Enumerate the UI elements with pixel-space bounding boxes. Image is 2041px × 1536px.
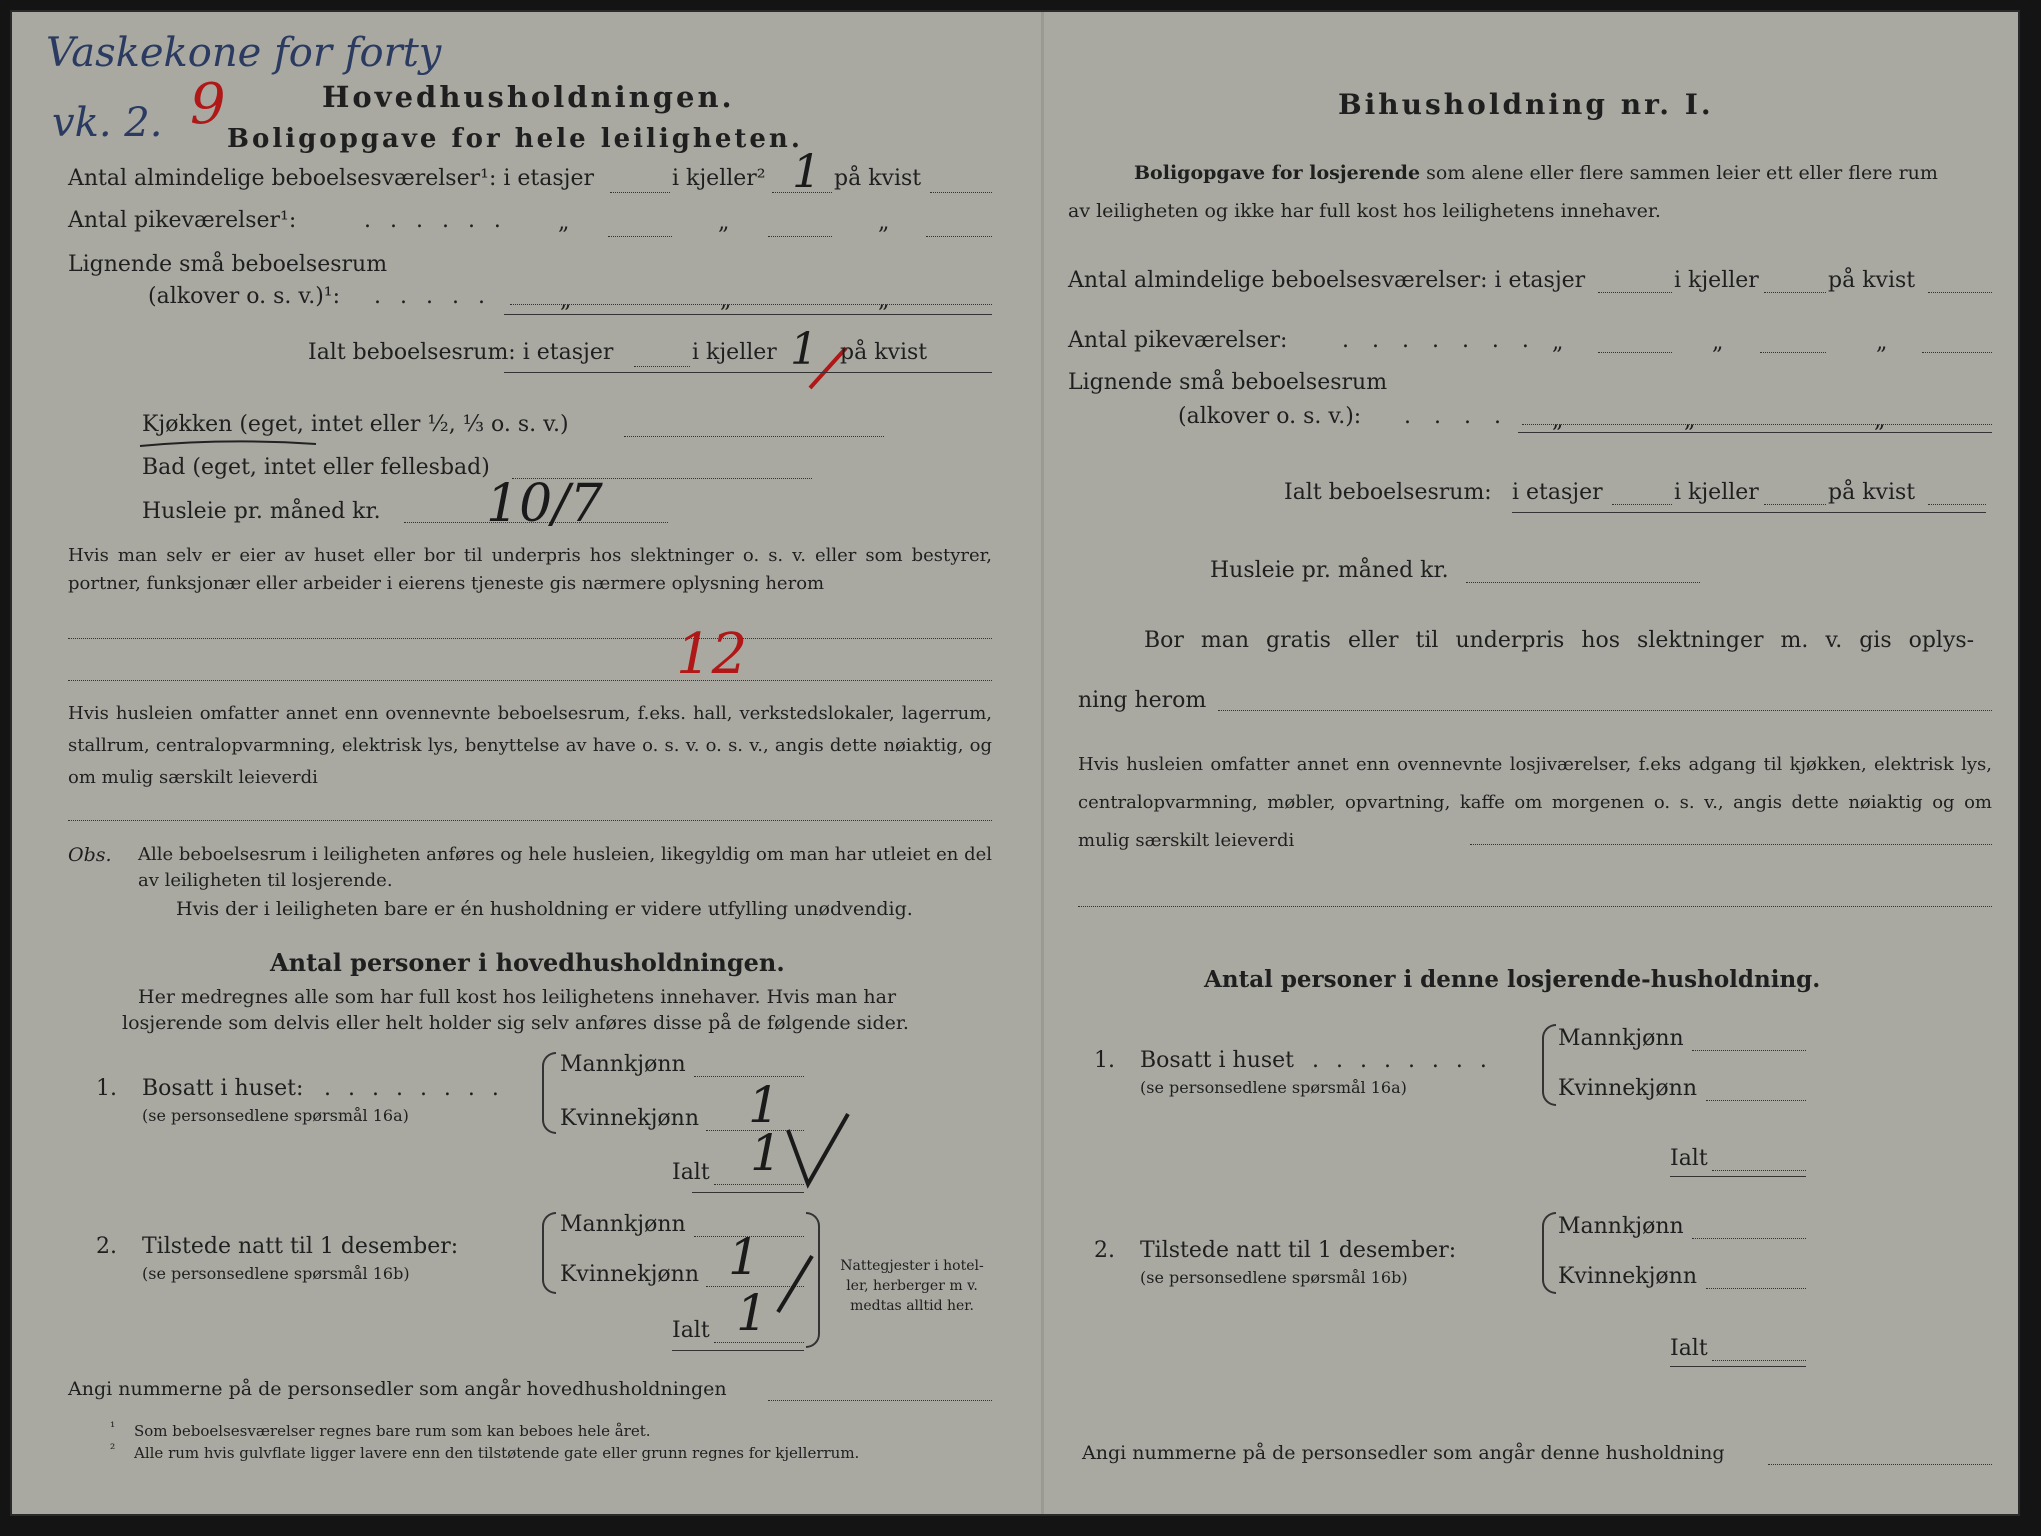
ditto-mark: „	[718, 210, 730, 235]
check-mark-q1	[784, 1110, 854, 1190]
field-angi-nummerne[interactable]	[768, 1400, 992, 1401]
handwritten-q1-kvinne: 1	[748, 1076, 780, 1134]
leader-dots: . . . . . . . .	[324, 1076, 504, 1101]
brace-q2	[542, 1212, 556, 1294]
antal-desc-1: Her medregnes alle som har full kost hos leilighetens innehaver. Hvis man har	[138, 986, 897, 1008]
label-kjeller: i kjeller	[1674, 268, 1759, 293]
label-almindelige-vaerelser: Antal almindelige beboelsesværelser¹: i etasjer	[68, 166, 595, 191]
field-q2-ialt[interactable]	[714, 1342, 804, 1343]
natt-note-line-3: medtas alltid her.	[850, 1298, 974, 1314]
intro-line-2: av leiligheten og ikke har full kost hos leilighetens innehaver.	[1068, 200, 1661, 222]
label-ialt-etasjer: i etasjer	[1512, 480, 1603, 505]
field-pike-kjeller[interactable]	[1760, 352, 1826, 353]
ditto-mark: „	[1684, 408, 1696, 433]
ditto-mark: „	[878, 210, 890, 235]
field-angi-nummerne[interactable]	[1768, 1464, 1992, 1465]
label-husleie: Husleie pr. måned kr.	[1210, 558, 1449, 583]
obs-text: Alle beboelsesrum i leiligheten anføres og hele husleien, likegyldig om man har utleiet en del av leiligheten til losjerende.	[138, 844, 992, 891]
sum-rule	[504, 314, 992, 315]
label-bad: Bad (eget, intet eller fellesbad)	[142, 455, 490, 480]
ialt-rule	[504, 372, 992, 373]
label-ialt-kjeller: i kjeller	[692, 340, 777, 365]
natt-note-line-1: Nattegjester i hotel-	[840, 1258, 984, 1274]
brace-natt-note	[806, 1212, 820, 1348]
field-q1-mann[interactable]	[1692, 1050, 1806, 1051]
intro-text-1: som alene eller flere sammen leier ett eller flere rum	[1426, 162, 1938, 184]
label-ialt-beboelsesrum: Ialt beboelsesrum:	[1284, 480, 1492, 505]
page-title-bihusholdning: Bihusholdning nr. I.	[1338, 88, 1714, 121]
footnote-1-mark: ¹	[110, 1420, 116, 1435]
q1-label-bosatt: Bosatt i huset:	[142, 1076, 304, 1101]
label-kjeller: i kjeller²	[672, 166, 766, 191]
field-ialt-kvist[interactable]	[1928, 504, 1986, 505]
ditto-mark: „	[1712, 330, 1724, 355]
footnote-1: Som beboelsesværelser regnes bare rum som kan beboes hele året.	[134, 1422, 651, 1440]
label-kvinnekjonn: Kvinnekjønn	[1558, 1076, 1697, 1101]
field-etasjer[interactable]	[610, 192, 670, 193]
field-q2-kvinne[interactable]	[1706, 1288, 1806, 1289]
q1-sub: (se personsedlene spørsmål 16a)	[142, 1106, 409, 1125]
instruction-husleie-omfatter: Hvis husleien omfatter annet enn ovennevnte beboelsesrum, f.eks. hall, verkstedslokaler, lagerrum, stallrum, centralopvarmning, elektrisk lys, benyttelse av have o. s. v. o. s. v., angis dette nøiaktig, og om mulig særskilt leieverdi	[68, 703, 992, 788]
leader-dots: . . . .	[1404, 404, 1509, 429]
label-kvinnekjonn: Kvinnekjønn	[560, 1106, 699, 1131]
field-pike-kvist[interactable]	[926, 236, 992, 237]
handwritten-ialt-kjeller-1: 1	[790, 324, 818, 375]
label-pikevaerelser: Antal pikeværelser:	[1068, 328, 1288, 353]
sum-rule	[1518, 432, 1992, 433]
label-lignende-sma: Lignende små beboelsesrum	[68, 252, 388, 277]
q2-sub: (se personsedlene spørsmål 16b)	[1140, 1268, 1408, 1287]
field-kvist[interactable]	[930, 192, 992, 193]
label-pa-kvist: på kvist	[1828, 268, 1916, 293]
leader-dots: . . . . . . . .	[1312, 1048, 1492, 1073]
leader-dots: . . . . . . .	[1342, 328, 1537, 353]
label-ialt: Ialt	[672, 1318, 710, 1343]
sum-rule	[1670, 1176, 1806, 1177]
field-q2-ialt[interactable]	[1712, 1360, 1806, 1361]
brace-q1	[542, 1052, 556, 1134]
label-mannkjonn: Mannkjønn	[560, 1052, 686, 1077]
handwritten-q2-ialt: 1	[736, 1284, 768, 1342]
label-kvinnekjonn: Kvinnekjønn	[1558, 1264, 1697, 1289]
ditto-mark: „	[1876, 330, 1888, 355]
field-eier-1[interactable]	[68, 638, 992, 639]
field-pike-etasjer[interactable]	[1598, 352, 1672, 353]
handwritten-q2-kvinne: 1	[728, 1228, 760, 1286]
ialt-rule	[1512, 512, 1986, 513]
q1-number: 1.	[96, 1076, 117, 1101]
field-kjeller[interactable]	[1764, 292, 1826, 293]
label-mannkjonn: Mannkjønn	[1558, 1214, 1684, 1239]
field-leieverdi-2[interactable]	[1078, 906, 1992, 907]
label-ialt: Ialt	[672, 1160, 710, 1185]
ditto-mark: „	[1552, 408, 1564, 433]
handwritten-q1-ialt: 1	[750, 1124, 782, 1182]
ditto-mark: „	[1552, 330, 1564, 355]
field-alkover[interactable]	[510, 304, 992, 305]
section-title-antal-personer: Antal personer i denne losjerende-husholdning.	[1204, 966, 1821, 993]
ditto-mark: „	[720, 288, 732, 313]
label-ialt: Ialt	[1670, 1336, 1708, 1361]
handwritten-vk: vk. 2.	[52, 100, 163, 146]
instruction-husleie-omfatter: Hvis husleien omfatter annet enn ovennevnte losjiværelser, f.eks adgang til kjøkken, elektrisk lys, centralopvarmning, møbler, opvartning, kaffe om morgenen o. s. v., angis dette nøiaktig og om mulig særskilt leieverdi	[1078, 754, 1992, 851]
q2-number: 2.	[1094, 1238, 1115, 1263]
natt-note	[824, 1256, 1000, 1316]
handwritten-kjeller-1: 1	[792, 144, 822, 198]
field-kjokken[interactable]	[624, 436, 884, 437]
field-pike-kvist[interactable]	[1922, 352, 1992, 353]
field-bor-gratis[interactable]	[1218, 710, 1992, 711]
instruction-eier: Hvis man selv er eier av huset eller bor til underpris hos slektninger o. s. v. eller som bestyrer, portner, funksjonær eller arbeider i eierens tjeneste gis nærmere oplysning herom	[68, 545, 992, 594]
sum-rule	[672, 1350, 804, 1351]
label-pa-kvist: på kvist	[834, 166, 922, 191]
field-kvist[interactable]	[1928, 292, 1992, 293]
footnote-2: Alle rum hvis gulvflate ligger lavere enn den tilstøtende gate eller grunn regnes for kjellerrum.	[134, 1444, 860, 1462]
obs-label: Obs.	[68, 844, 112, 866]
label-ialt-beboelsesrum: Ialt beboelsesrum: i etasjer	[308, 340, 614, 365]
label-kvinnekjonn: Kvinnekjønn	[560, 1262, 699, 1287]
antal-desc-2: losjerende som delvis eller helt holder sig selv anføres disse på de følgende sider.	[122, 1012, 909, 1034]
label-ialt-kvist: på kvist	[1828, 480, 1916, 505]
handwritten-red-9: 9	[190, 72, 226, 137]
label-ialt-kjeller: i kjeller	[1674, 480, 1759, 505]
handwritten-husleie: 10/7	[486, 474, 603, 534]
label-ialt: Ialt	[1670, 1146, 1708, 1171]
underline-eget	[138, 436, 318, 452]
label-lignende-sma: Lignende små beboelsesrum	[1068, 370, 1388, 395]
sum-rule	[1670, 1366, 1806, 1367]
intro-line-1	[1134, 162, 1938, 184]
subtitle-boligopgave: Boligopgave for hele leiligheten.	[227, 124, 803, 154]
label-alkover: (alkover o. s. v.):	[1178, 404, 1362, 429]
label-pikevaerelser: Antal pikeværelser¹:	[68, 208, 297, 233]
field-alkover[interactable]	[1522, 424, 1992, 425]
field-ialt-etasjer[interactable]	[1612, 504, 1672, 505]
natt-note-line-2: ler, herberger m v.	[846, 1278, 978, 1294]
census-form-sheet	[10, 10, 2020, 1516]
label-mannkjonn: Mannkjønn	[1558, 1026, 1684, 1051]
bor-gratis-line-1: Bor man gratis eller til underpris hos slektninger m. v. gis oplys-	[1144, 628, 1975, 653]
ditto-mark: „	[560, 288, 572, 313]
footnote-2-mark: ²	[110, 1442, 116, 1457]
obs-text-2: Hvis der i leiligheten bare er én husholdning er videre utfylling unødvendig.	[176, 898, 913, 920]
ditto-mark: „	[878, 288, 890, 313]
brace-q1	[1542, 1024, 1556, 1106]
page-fold	[1041, 12, 1044, 1514]
label-mannkjonn: Mannkjønn	[560, 1212, 686, 1237]
field-leieverdi[interactable]	[1470, 844, 1992, 845]
field-husleie[interactable]	[1466, 582, 1700, 583]
field-eier-2[interactable]	[68, 680, 992, 681]
leader-dots: . . . . . .	[364, 208, 507, 233]
q1-label-bosatt: Bosatt i huset	[1140, 1048, 1295, 1073]
handwritten-note-top: Vaskekone for forty	[46, 30, 442, 76]
ditto-mark: „	[1874, 408, 1886, 433]
angi-nummerne: Angi nummerne på de personsedler som angår denne husholdning	[1082, 1442, 1725, 1464]
field-q2-mann[interactable]	[1692, 1238, 1806, 1239]
label-ialt-kvist: på kvist	[840, 340, 928, 365]
q2-label-tilstede: Tilstede natt til 1 desember:	[1140, 1238, 1457, 1263]
field-pike-etasjer[interactable]	[608, 236, 672, 237]
field-ialt-etasjer[interactable]	[634, 366, 690, 367]
handwritten-red-12: 12	[676, 622, 748, 687]
brace-q2	[1542, 1212, 1556, 1294]
field-q1-kvinne[interactable]	[1706, 1100, 1806, 1101]
sum-rule	[692, 1192, 804, 1193]
q2-label-tilstede: Tilstede natt til 1 desember:	[142, 1234, 459, 1259]
q2-number: 2.	[96, 1234, 117, 1259]
q1-number: 1.	[1094, 1048, 1115, 1073]
page-title-hovedhusholdningen: Hovedhusholdningen.	[322, 80, 735, 114]
field-leieverdi[interactable]	[68, 820, 992, 821]
intro-bold: Boligopgave for losjerende	[1134, 162, 1421, 184]
section-title-antal-personer: Antal personer i hovedhusholdningen.	[270, 948, 785, 977]
field-q1-ialt[interactable]	[1712, 1170, 1806, 1171]
q1-sub: (se personsedlene spørsmål 16a)	[1140, 1078, 1407, 1097]
field-ialt-kjeller[interactable]	[1764, 504, 1826, 505]
field-pike-kjeller[interactable]	[768, 236, 832, 237]
label-almindelige-vaerelser: Antal almindelige beboelsesværelser: i etasjer	[1068, 268, 1586, 293]
leader-dots: . . . . .	[374, 284, 491, 309]
label-kjokken: Kjøkken (eget, intet eller ½, ⅓ o. s. v.)	[142, 412, 569, 437]
label-alkover: (alkover o. s. v.)¹:	[148, 284, 341, 309]
field-etasjer[interactable]	[1598, 292, 1672, 293]
label-husleie: Husleie pr. måned kr.	[142, 499, 381, 524]
ditto-mark: „	[558, 210, 570, 235]
bor-gratis-line-2: ning herom	[1078, 688, 1207, 713]
q2-sub: (se personsedlene spørsmål 16b)	[142, 1264, 410, 1283]
angi-nummerne: Angi nummerne på de personsedler som angår hovedhusholdningen	[68, 1378, 727, 1400]
